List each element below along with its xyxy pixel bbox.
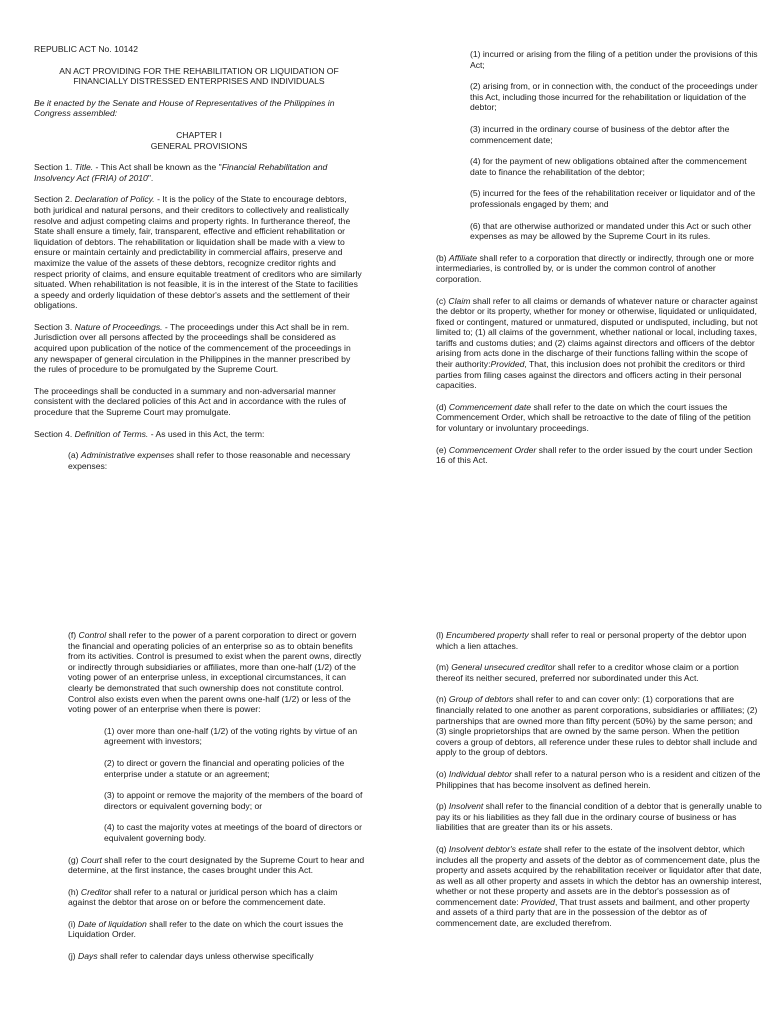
admin-expense-item-3: (3) incurred in the ordinary course of business of the debtor after the commencement date; — [470, 123, 730, 145]
definition-l: (l) Encumbered property shall refer to real or personal property of the debtor upon which a lien attaches. — [436, 630, 747, 651]
act-number: REPUBLIC ACT No. 10142 — [34, 44, 138, 54]
definition-d: (d) Commencement date shall refer to the date on which the court issues the Commencement Order, which shall be retroactive to the date of filing of the petition for voluntary or involuntary proceedings. — [436, 401, 751, 434]
control-item-3: (3) to appoint or remove the majority of the members of the board of directors or equivalent governing body; or — [104, 790, 363, 811]
definition-f: (f) Control shall refer to the power of a parent corporation to direct or govern the financial and operating policies of an enterprise so as to obtain benefits from its activities. Control is presumed to exist when the parent owns, directly or indirectly through subsidiaries or affiliates, more than one-half (1/2) of the voting power of an enterprise unless, in exceptional circumstances, it can clearly be demonstrated that such ownership does not constitute control. Control also exists even when the parent owns one-half (1/2) or less of the voting power of an enterprise when there is power: — [68, 630, 362, 715]
definition-h: (h) Creditor shall refer to a natural or juridical person which has a claim against the debtor that arose on or before the commencement date. — [68, 886, 338, 908]
definition-i: (i) Date of liquidation shall refer to the date on which the court issues the Liquidation Order. — [68, 918, 344, 940]
definition-e: (e) Commencement Order shall refer to the order issued by the court under Section 16 of this Act. — [436, 444, 753, 466]
definition-a: (a) Administrative expenses shall refer to those reasonable and necessary expenses: — [68, 450, 351, 471]
right-column-top — [436, 49, 762, 477]
definition-m: (m) General unsecured creditor shall refer to a creditor whose claim or a portion thereof its neither secured, preferred nor subordinated under this Act. — [436, 662, 739, 683]
definition-n: (n) Group of debtors shall refer to and can cover only: (1) corporations that are financially related to one another as parent corporations, subsidiaries or affiliates; (2) partnerships that are owned more than fifty percent (50%) by the same person; and (3) single proprietorships that are owned by the same person. When the petition covers a group of debtors, all reference under these rules to debtor shall include and apply to the group of debtors. — [436, 694, 758, 758]
definition-o: (o) Individual debtor shall refer to a natural person who is a resident and citizen of the Philippines that has become insolvent as defined herein. — [436, 768, 761, 790]
section-3: Section 3. Nature of Proceedings. - The proceedings under this Act shall be in rem. Jurisdiction over all persons affected by the proceedings shall be considered as acquired upon publication of the notice of the commencement of the proceedings in any newspaper of general circulation in the Philippines in the manner prescribed by the rules of procedure to be promulgated by the Supreme Court. — [34, 321, 351, 375]
definition-j: (j) Days shall refer to calendar days unless otherwise specifically — [68, 951, 314, 962]
control-item-4: (4) to cast the majority votes at meetings of the board of directors or equivalent governing body. — [104, 822, 362, 843]
chapter-heading: CHAPTER I GENERAL PROVISIONS — [150, 129, 248, 151]
definition-c: (c) Claim shall refer to all claims or demands of whatever nature or character against the debtor or its property, whether for money or otherwise, liquidated or unliquidated, fixed or contingent, matured or unmatured, disputed or undisputed, including, but not limited to; (1) all claims of the government, whether national or local, including taxes, tariffs and customs duties; and (2) claims against directors and officers of the debtor arising from acts done in the discharge of their functions falling within the scope of their authority:Provided, That, this inclusion does not prohibit the creditors or third parties from filing cases against the directors and officers acting in their personal capacities. — [436, 295, 758, 391]
section-4: Section 4. Definition of Terms. - As used in this Act, the term: — [34, 428, 265, 439]
control-item-1: (1) over more than one-half (1/2) of the voting rights by virtue of an agreement with investors; — [104, 725, 358, 747]
act-title: AN ACT PROVIDING FOR THE REHABILITATION OR LIQUIDATION OF FINANCIALLY DISTRESSED ENTERPRISES AND INDIVIDUALS — [59, 65, 339, 87]
left-column-top — [34, 44, 364, 482]
definition-b: (b) Affiliate shall refer to a corporation that directly or indirectly, through one or more intermediaries, is controlled by, or is under the common control of another corporation. — [436, 252, 754, 284]
control-item-2: (2) to direct or govern the financial and operating policies of the enterprise under a statute or an agreement; — [104, 757, 345, 779]
enacting-clause: Be it enacted by the Senate and House of Representatives of the Philippines in Congress assembled: — [34, 97, 335, 119]
admin-expense-item-1: (1) incurred or arising from the filing of a petition under the provisions of this Act; — [470, 49, 758, 70]
definition-p: (p) Insolvent shall refer to the financial condition of a debtor that is generally unable to pay its or his liabilities as they fall due in the ordinary course of business or has liabilities that are greater than its or his assets. — [436, 801, 762, 833]
admin-expense-item-5: (5) incurred for the fees of the rehabilitation receiver or liquidator and of the professionals engaged by them; and — [470, 188, 756, 209]
left-column-bottom — [68, 630, 365, 973]
section-2: Section 2. Declaration of Policy. - It is the policy of the State to encourage debtors, both juridical and natural persons, and their creditors to collectively and realistically resolve and adjust competing claims and property rights. In furtherance thereof, the State shall ensure a timely, fair, transparent, effective and efficient rehabilitation or liquidation of debtors. The rehabilitation or liquidation shall be made with a view to ensure or maintain certainly and predictability in commercial affairs, preserve and maximize the value of the assets of these debtors, recognize creditor rights and respect priority of claims, and ensure equitable treatment of creditors who are similarly situated. When rehabilitation is not feasible, it is in the interest of the State to facilities a speedy and orderly liquidation of these debtor's assets and the settlement of their obligations. — [34, 194, 362, 311]
admin-expense-item-2: (2) arising from, or in connection with, the conduct of the proceedings under this Act, including those incurred for the rehabilitation or liquidation of the debtor; — [470, 81, 758, 113]
section-1: Section 1. Title. - This Act shall be known as the "Financial Rehabilitation and Insolvency Act (FRIA) of 2010". — [34, 162, 328, 183]
admin-expense-item-4: (4) for the payment of new obligations obtained after the commencement date to finance the rehabilitation of the debtor; — [470, 156, 747, 177]
section-3-paragraph-2: The proceedings shall be conducted in a summary and non-adversarial manner consistent with the declared policies of this Act and in accordance with the rules of procedure that the Supreme Court may promulgate. — [34, 385, 346, 418]
admin-expense-item-6: (6) that are otherwise authorized or mandated under this Act or such other expenses as may be allowed by the Supreme Court in its rules. — [470, 220, 752, 242]
right-column-bottom — [436, 630, 762, 940]
definition-q: (q) Insolvent debtor's estate shall refer to the estate of the insolvent debtor, which includes all the property and assets of the debtor as of commencement date, plus the property and assets acquired by the rehabilitation receiver or liquidator after that date, as well as all other property and assets in which the debtor has an ownership interest, whether or not these property and assets are in the debtor's possession as of commencement date: Provided, That trust assets and bailment, and other property and assets of a third party that are in the possession of the debtor as of commencement date, are excluded therefrom. — [436, 843, 762, 929]
definition-g: (g) Court shall refer to the court designated by the Supreme Court to hear and determine, at the first instance, the cases brought under this Act. — [68, 854, 365, 876]
